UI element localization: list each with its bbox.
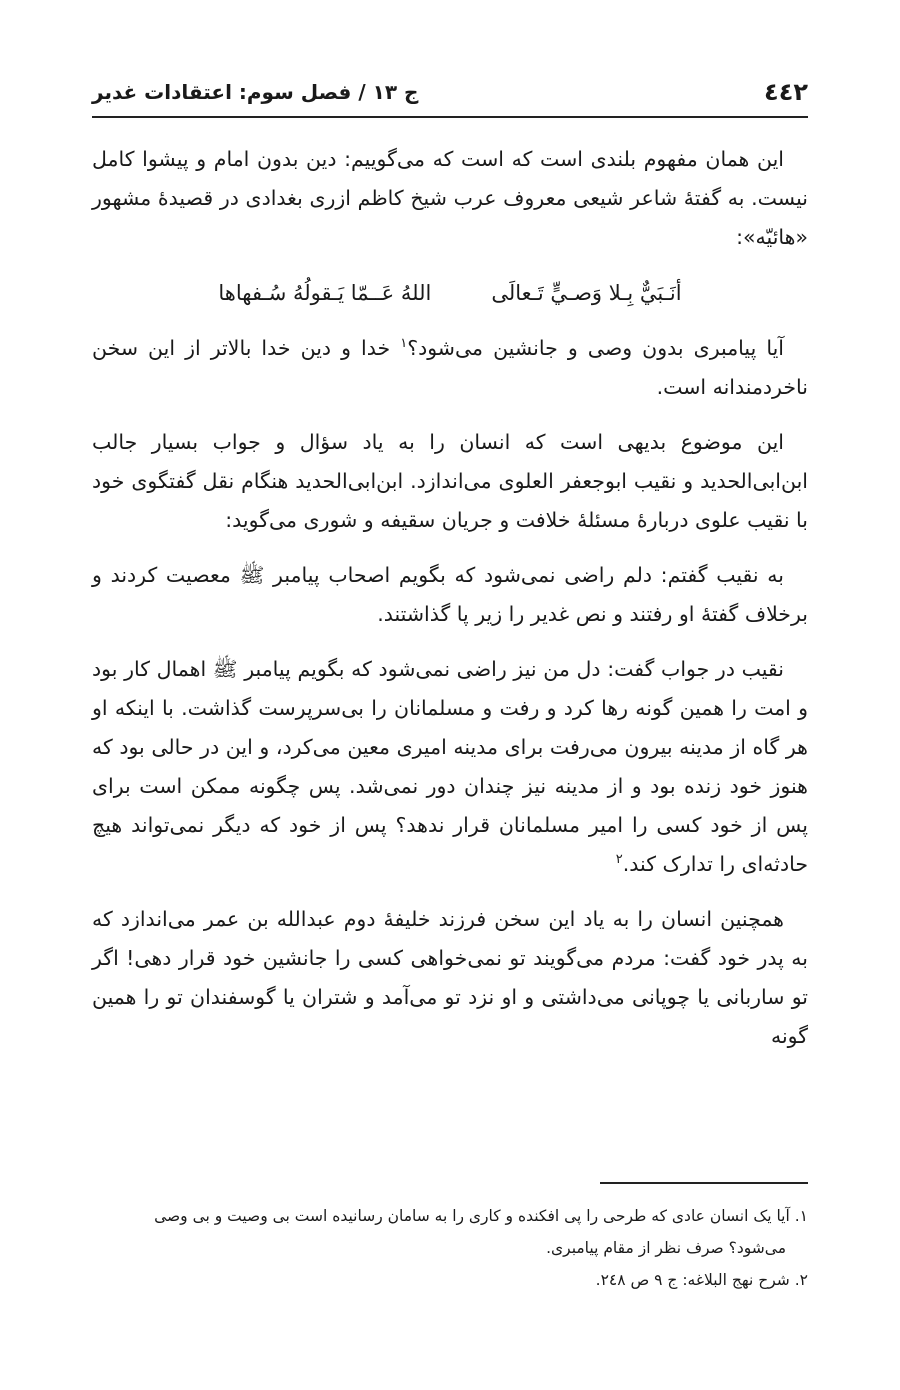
footnote-2-number: ٢. [794, 1271, 808, 1289]
footnote-2 [92, 1264, 808, 1296]
footnote-2-text: شرح نهج البلاغه: ج ٩ ص ٢٤٨. [595, 1271, 790, 1289]
footnote-ref-2[interactable]: ٢ [615, 852, 623, 868]
footnote-1-number: ١. [794, 1207, 808, 1225]
verse-hemistich-left: اللهُ عَــمّا يَـقولُهُ سُـفهاها [218, 281, 432, 305]
paragraph-1: این همان مفهوم بلندی است که است که می‌گوییم: دین بدون امام و پیشوا کامل نیست. به گفتهٔ شاعر شیعی معروف عرب شیخ کاظم ازری بغدادی در قصیدهٔ مشهور «هائیّه»: [92, 147, 808, 249]
paragraph-6: همچنین انسان را به یاد این سخن فرزند خلیفهٔ دوم عبدالله بن عمر می‌اندازد که به پدر خود گفت: مردم می‌گویند تو نمی‌خواهی کسی را جانشین خود قرار دهی! اگر تو ساربانی یا چوپانی می‌داشتی و او نزد تو می‌آمد و شتران یا گوسفندان تو را همین گونه [92, 907, 808, 1048]
footnote-rule [600, 1182, 808, 1184]
poem-verse [92, 273, 808, 313]
paragraph-3: این موضوع بدیهی است که انسان را به یاد سؤال و جواب بسیار جالب ابن‌ابی‌الحدید و نقیب ابوجعفر العلوی می‌اندازد. ابن‌ابی‌الحدید هنگام نقل گفتگوی خود با نقیب علوی دربارهٔ مسئلهٔ خلافت و جریان سقیفه و شوری می‌گوید: [92, 430, 808, 532]
running-title: ج ١٣ / فصل سوم: اعتقادات غدیر [92, 80, 419, 104]
footnotes [92, 1200, 808, 1296]
paragraph-5 [92, 650, 808, 884]
paragraph-2-tail: خدا و دین خدا بالاتر از این سخن ناخردمندانه است. [92, 336, 808, 399]
footnote-1 [92, 1200, 808, 1264]
footnote-1-line1: آیا یک انسان عادی که طرحی را پی افکنده و کاری را به سامان رسانیده است بی وصیت و بی وصی [154, 1207, 790, 1225]
footnote-ref-1[interactable]: ١ [400, 336, 408, 352]
footnote-1-line2: می‌شود؟ صرف نظر از مقام پیامبری. [546, 1239, 786, 1257]
page-header [92, 66, 808, 116]
paragraph-4: به نقیب گفتم: دلم راضی نمی‌شود که بگویم اصحاب پیامبر ﷺ معصیت کردند و برخلاف گفتهٔ او رفتند و نص غدیر را زیر پا گذاشتند. [92, 563, 808, 626]
paragraph-2 [92, 329, 808, 407]
page-body [92, 140, 808, 1072]
header-rule [92, 116, 808, 118]
verse-hemistich-right: أنَـبَيٌّ بِـلا وَصـيٍّ تَـعالَى [491, 281, 682, 305]
paragraph-5-text: نقیب در جواب گفت: دل من نیز راضی نمی‌شود که بگویم پیامبر ﷺ اهمال کار بود و امت را همین گونه رها کرد و رفت و مسلمانان را بی‌سرپرست گذاشت. با اینکه او هر گاه از مدینه بیرون می‌رفت برای مدینه امیری معین می‌کرد، و این در حالی بود که هنوز خود زنده بود و از مدینه نیز چندان دور نمی‌شد. پس چگونه ممکن است برای پس از خود کسی را امیر مسلمانان قرار ندهد؟ پس از خود که دیگر نمی‌تواند هیچ حادثه‌ای را تدارک کند. [92, 657, 808, 876]
page-number: ٤٤٢ [764, 78, 808, 106]
paragraph-2-text: آیا پیامبری بدون وصی و جانشین می‌شود؟ [407, 336, 784, 360]
